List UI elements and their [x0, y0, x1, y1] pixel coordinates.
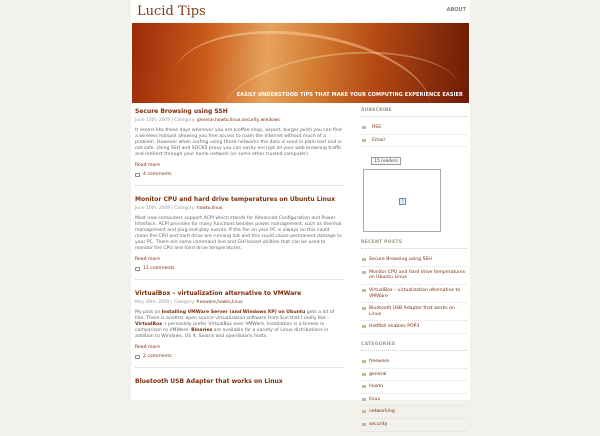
post-divider — [135, 367, 343, 368]
subscribe-item-label[interactable]: Email — [372, 137, 385, 143]
comments-link[interactable] — [135, 354, 343, 359]
site-header — [131, 0, 470, 23]
post — [135, 196, 343, 271]
subscribe-list — [361, 122, 467, 147]
category-item[interactable] — [361, 356, 467, 369]
post-categories[interactable]: freeware,howto,linux — [196, 300, 243, 305]
subscribe-heading: SUBSCRIBE — [361, 108, 392, 113]
post — [135, 108, 343, 177]
read-more-link[interactable]: Read more — [135, 163, 160, 168]
category-link[interactable]: freeware — [369, 358, 390, 364]
sidebar-divider — [361, 248, 467, 249]
comments-link[interactable] — [135, 266, 343, 271]
post — [135, 378, 343, 385]
recent-post-link[interactable]: VirtualBox – virtualization alternative to VMWare — [369, 287, 461, 299]
read-more-link[interactable]: Read more — [135, 257, 160, 262]
embedded-widget[interactable] — [363, 169, 441, 232]
recent-post-link[interactable]: Secure Browsing using SSH — [369, 257, 432, 263]
comment-bubble-icon — [135, 173, 140, 177]
post-meta: June 13th, 2009 | Category: general,howto,linux,security,windows — [135, 118, 280, 123]
sidebar-divider — [361, 350, 467, 351]
post-title[interactable]: Bluetooth USB Adapter that works on Linux — [135, 378, 283, 385]
question-mark-icon: ? — [399, 198, 406, 205]
main-content — [135, 108, 343, 391]
excerpt-text: . I personally prefer VirtualBox over VMWare. Installation is a breeze in comparison to VMWare. — [135, 322, 325, 333]
post-categories[interactable]: general,howto,linux,security,windows — [196, 118, 280, 123]
recent-posts-list — [361, 254, 467, 334]
category-link[interactable]: linux — [369, 396, 381, 402]
comments-count[interactable]: 4 comments — [143, 172, 172, 177]
category-item[interactable] — [361, 394, 467, 407]
comments-count[interactable]: 11 comments — [143, 266, 175, 271]
category-item[interactable] — [361, 419, 467, 432]
feed-readers-badge[interactable]: 15 readers — [371, 157, 401, 165]
comments-count[interactable]: 2 comments — [143, 354, 172, 359]
excerpt-link[interactable]: Binaries — [191, 328, 213, 333]
comments-link[interactable] — [135, 172, 343, 177]
category-link[interactable]: howto — [369, 384, 384, 390]
recent-post-link[interactable]: HotMail enables POP3 — [369, 324, 420, 330]
subscribe-item-email[interactable] — [361, 135, 467, 148]
sidebar — [361, 108, 467, 436]
comment-bubble-icon — [135, 355, 140, 359]
post-meta: May 30th, 2009 | Category: freeware,howto,linux — [135, 300, 243, 305]
category-link[interactable]: general — [369, 371, 387, 377]
sidebar-divider — [361, 116, 467, 117]
post-categories[interactable]: howto,linux — [196, 206, 223, 211]
recent-post-item[interactable] — [361, 321, 467, 334]
post — [135, 290, 343, 359]
categories-heading: CATEGORIES — [361, 341, 396, 347]
category-label: Category: — [174, 118, 196, 123]
read-more-link[interactable]: Read more — [135, 345, 160, 350]
recent-post-item[interactable] — [361, 254, 467, 267]
excerpt-text: are available for a variety of Linux distributions in addition to Windows, OS X, Solaris and openSolaris hosts. — [135, 328, 329, 339]
category-label: Category: — [173, 300, 196, 305]
excerpt-link[interactable]: Installing VMWare Server (and Windows XP) on Ubuntu — [161, 310, 306, 315]
post-excerpt: Most new computers support ACPI which stands for Advanced Configuration and Power Interface. ACPI provides for many functions besides power management, such as thermal management and plug-and-play events. If the fan on your PC is always on this could mean the CPU and hard drive are running hot and this could cause permanent damage to your PC. There are some command line and GUI based utilities that can be used to monitor the CPU and hard drive temperatures. — [135, 216, 342, 251]
excerpt-text: My post on — [135, 310, 162, 315]
comment-bubble-icon — [135, 267, 140, 271]
category-label: Category: — [174, 206, 196, 211]
post-title[interactable]: VirtualBox – virtualization alternative to VMWare — [135, 290, 302, 297]
nav-about-link[interactable]: ABOUT — [446, 7, 466, 13]
post-date: June 10th, 2009 — [135, 206, 171, 211]
category-item[interactable] — [361, 369, 467, 382]
subscribe-item-label[interactable]: RSS — [372, 125, 382, 130]
post-title[interactable]: Secure Browsing using SSH — [135, 108, 228, 115]
site-title[interactable]: Lucid Tips — [137, 4, 206, 19]
category-item[interactable] — [361, 406, 467, 419]
recent-post-item[interactable] — [361, 303, 467, 321]
post-meta: June 10th, 2009 | Category: howto,linux — [135, 206, 223, 211]
category-item[interactable] — [361, 381, 467, 394]
excerpt-link[interactable]: VirtualBox — [135, 322, 163, 327]
recent-post-item[interactable] — [361, 267, 467, 285]
recent-posts-heading: RECENT POSTS — [361, 240, 403, 246]
recent-post-link[interactable]: Bluetooth USB Adapter that works on Linux — [369, 306, 455, 317]
post-excerpt: It seems like these days wherever you are (coffee shop, airport, burger joint) you can find a wireless hotspot allowing you free access to roam the Internet without much of a problem. However when surfing using these networks the data is send in plain text and is not safe. Using SSH and SOCKS proxy you can easily encrypt all your web browsing traffic and redirect through your home network (or some other trusted computer). — [135, 128, 342, 157]
post-title[interactable]: Monitor CPU and hard drive temperatures on Ubuntu Linux — [135, 196, 336, 203]
post-date: May 30th, 2009 — [135, 300, 170, 305]
site-tagline: EASILY UNDERSTOOD TIPS THAT MAKE YOUR COMPUTING EXPERIENCE EASIER — [236, 92, 463, 98]
post-divider — [135, 279, 343, 280]
category-link[interactable]: security — [369, 421, 388, 427]
subscribe-item-rss[interactable] — [361, 122, 467, 135]
post-excerpt — [135, 310, 343, 340]
post-date: June 13th, 2009 — [135, 118, 171, 123]
recent-post-link[interactable]: Monitor CPU and hard drive temperatures on Ubuntu Linux — [369, 269, 466, 281]
header-banner — [132, 23, 469, 103]
category-link[interactable]: networking — [369, 409, 395, 415]
recent-post-item[interactable] — [361, 285, 467, 303]
categories-list — [361, 356, 467, 432]
post-divider — [135, 185, 343, 186]
excerpt-text: gets a lot of hits. There is another open source virtualization software from Sun that I really like - — [135, 310, 335, 321]
